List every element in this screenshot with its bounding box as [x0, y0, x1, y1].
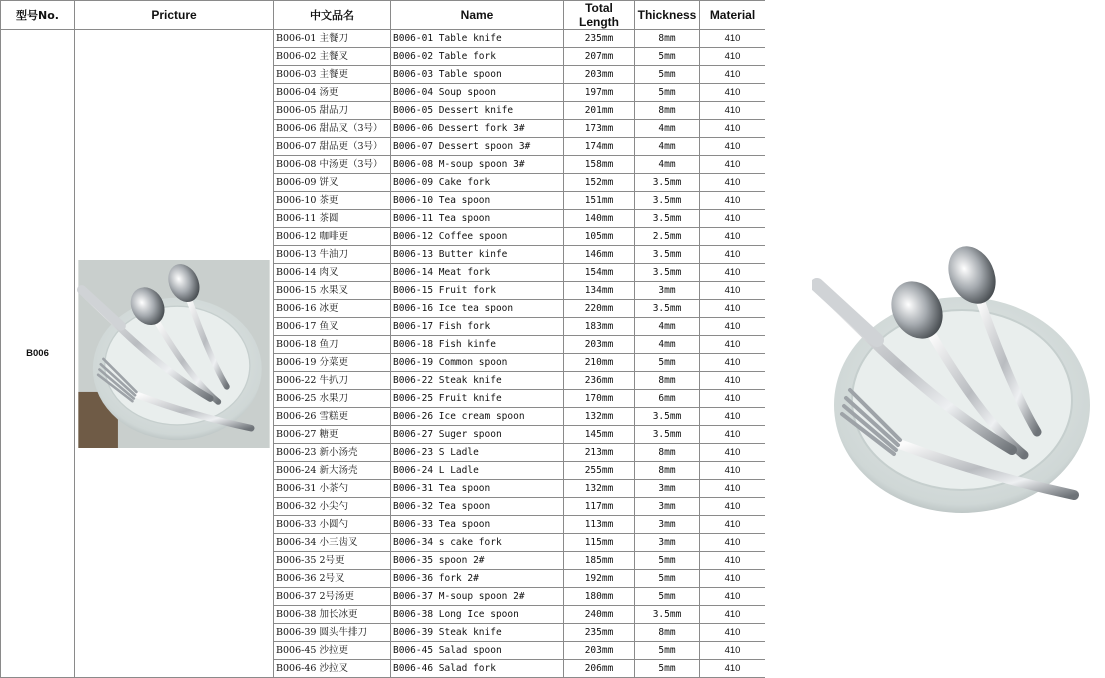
item-name: B006-02 Table fork	[391, 48, 564, 66]
cn-name-cell	[274, 318, 391, 336]
item-code: B006-25	[276, 393, 317, 404]
cn-name-cell	[274, 84, 391, 102]
item-name: B006-36 fork 2#	[391, 570, 564, 588]
item-material: 410	[700, 174, 766, 192]
item-name: B006-05 Dessert knife	[391, 102, 564, 120]
cn-name-cell	[274, 498, 391, 516]
item-name: B006-06 Dessert fork 3#	[391, 120, 564, 138]
cn-name-cell	[274, 552, 391, 570]
item-code: B006-39	[276, 627, 317, 638]
item-length: 236mm	[564, 372, 635, 390]
item-name: B006-03 Table spoon	[391, 66, 564, 84]
cn-name-cell	[274, 426, 391, 444]
item-material: 410	[700, 642, 766, 660]
item-cn-name: 雪糕更	[319, 411, 348, 422]
item-code: B006-01	[276, 33, 317, 44]
cn-name-cell	[274, 174, 391, 192]
item-length: 185mm	[564, 552, 635, 570]
item-length: 197mm	[564, 84, 635, 102]
item-thickness: 8mm	[635, 624, 700, 642]
item-name: B006-45 Salad spoon	[391, 642, 564, 660]
item-length: 207mm	[564, 48, 635, 66]
item-name: B006-23 S Ladle	[391, 444, 564, 462]
item-name: B006-08 M-soup spoon 3#	[391, 156, 564, 174]
item-length: 158mm	[564, 156, 635, 174]
item-code: B006-13	[276, 249, 317, 260]
cn-name-cell	[274, 570, 391, 588]
header-model: 型号No.	[1, 1, 75, 30]
item-length: 213mm	[564, 444, 635, 462]
item-length: 180mm	[564, 588, 635, 606]
cutlery-product-photo	[812, 240, 1102, 525]
item-code: B006-18	[276, 339, 317, 350]
item-cn-name: 圆头牛排刀	[319, 627, 367, 638]
item-length: 117mm	[564, 498, 635, 516]
item-name: B006-22 Steak knife	[391, 372, 564, 390]
item-code: B006-32	[276, 501, 317, 512]
item-cn-name: 2号更	[319, 555, 345, 566]
model-no: B006	[1, 30, 75, 678]
item-name: B006-01 Table knife	[391, 30, 564, 48]
item-material: 410	[700, 264, 766, 282]
item-thickness: 4mm	[635, 156, 700, 174]
item-cn-name: 糖更	[319, 429, 339, 440]
item-cn-name: 沙拉更	[319, 645, 348, 656]
cn-name-cell	[274, 390, 391, 408]
item-code: B006-17	[276, 321, 317, 332]
item-length: 203mm	[564, 642, 635, 660]
item-thickness: 5mm	[635, 354, 700, 372]
item-length: 203mm	[564, 66, 635, 84]
header-name: Name	[391, 1, 564, 30]
cn-name-cell	[274, 30, 391, 48]
item-name: B006-07 Dessert spoon 3#	[391, 138, 564, 156]
item-material: 410	[700, 156, 766, 174]
item-name: B006-25 Fruit knife	[391, 390, 564, 408]
item-code: B006-11	[276, 213, 317, 224]
item-material: 410	[700, 660, 766, 678]
cn-name-cell	[274, 336, 391, 354]
item-length: 201mm	[564, 102, 635, 120]
item-thickness: 4mm	[635, 120, 700, 138]
item-name: B006-10 Tea spoon	[391, 192, 564, 210]
item-cn-name: 小茶勺	[319, 483, 348, 494]
cn-name-cell	[274, 642, 391, 660]
item-material: 410	[700, 336, 766, 354]
item-code: B006-07	[276, 141, 317, 152]
item-material: 410	[700, 282, 766, 300]
item-code: B006-26	[276, 411, 317, 422]
item-cn-name: 鱼叉	[319, 321, 339, 332]
item-length: 145mm	[564, 426, 635, 444]
item-cn-name: 汤更	[319, 87, 339, 98]
item-material: 410	[700, 606, 766, 624]
item-cn-name: 鱼刀	[319, 339, 339, 350]
cn-name-cell	[274, 138, 391, 156]
item-cn-name: 中汤更（3号）	[319, 159, 383, 170]
item-code: B006-14	[276, 267, 317, 278]
item-length: 170mm	[564, 390, 635, 408]
item-material: 410	[700, 30, 766, 48]
item-name: B006-09 Cake fork	[391, 174, 564, 192]
cn-name-cell	[274, 228, 391, 246]
item-thickness: 5mm	[635, 570, 700, 588]
item-cn-name: 新大汤壳	[319, 465, 358, 476]
item-thickness: 3mm	[635, 534, 700, 552]
item-code: B006-34	[276, 537, 317, 548]
item-material: 410	[700, 102, 766, 120]
item-cn-name: 水果叉	[319, 285, 348, 296]
item-length: 240mm	[564, 606, 635, 624]
item-cn-name: 茶圆	[319, 213, 339, 224]
item-length: 220mm	[564, 300, 635, 318]
cn-name-cell	[274, 300, 391, 318]
item-name: B006-31 Tea spoon	[391, 480, 564, 498]
item-length: 115mm	[564, 534, 635, 552]
item-code: B006-38	[276, 609, 317, 620]
cn-name-cell	[274, 660, 391, 678]
item-code: B006-10	[276, 195, 317, 206]
cn-name-cell	[274, 246, 391, 264]
item-cn-name: 甜品更（3号）	[319, 141, 383, 152]
header-thickness: Thickness	[635, 1, 700, 30]
item-name: B006-32 Tea spoon	[391, 498, 564, 516]
cn-name-cell	[274, 606, 391, 624]
item-thickness: 3.5mm	[635, 246, 700, 264]
item-cn-name: 肉叉	[319, 267, 339, 278]
item-code: B006-37	[276, 591, 317, 602]
item-thickness: 8mm	[635, 462, 700, 480]
item-code: B006-08	[276, 159, 317, 170]
item-cn-name: 冰更	[319, 303, 339, 314]
item-code: B006-22	[276, 375, 317, 386]
item-thickness: 5mm	[635, 552, 700, 570]
item-name: B006-13 Butter kinfe	[391, 246, 564, 264]
item-cn-name: 甜品叉（3号）	[319, 123, 383, 134]
item-thickness: 3.5mm	[635, 300, 700, 318]
cutlery-thumbnail-image	[75, 260, 273, 448]
cn-name-cell	[274, 462, 391, 480]
item-cn-name: 主餐叉	[319, 51, 348, 62]
item-cn-name: 主餐刀	[319, 33, 348, 44]
cn-name-cell	[274, 48, 391, 66]
item-name: B006-39 Steak knife	[391, 624, 564, 642]
header-cn-name: 中文品名	[274, 1, 391, 30]
table-header-row	[1, 1, 766, 30]
item-material: 410	[700, 624, 766, 642]
item-name: B006-19 Common spoon	[391, 354, 564, 372]
item-material: 410	[700, 48, 766, 66]
item-length: 113mm	[564, 516, 635, 534]
item-name: B006-37 M-soup spoon 2#	[391, 588, 564, 606]
item-name: B006-14 Meat fork	[391, 264, 564, 282]
item-length: 192mm	[564, 570, 635, 588]
cn-name-cell	[274, 264, 391, 282]
item-code: B006-45	[276, 645, 317, 656]
item-thickness: 8mm	[635, 444, 700, 462]
item-cn-name: 牛扒刀	[319, 375, 348, 386]
item-length: 134mm	[564, 282, 635, 300]
item-material: 410	[700, 552, 766, 570]
item-material: 410	[700, 480, 766, 498]
item-length: 132mm	[564, 408, 635, 426]
item-code: B006-03	[276, 69, 317, 80]
item-material: 410	[700, 228, 766, 246]
cn-name-cell	[274, 102, 391, 120]
item-cn-name: 新小汤壳	[319, 447, 358, 458]
header-material: Material	[700, 1, 766, 30]
item-name: B006-24 L Ladle	[391, 462, 564, 480]
item-material: 410	[700, 246, 766, 264]
item-length: 146mm	[564, 246, 635, 264]
item-length: 210mm	[564, 354, 635, 372]
item-cn-name: 沙拉叉	[319, 663, 348, 674]
item-material: 410	[700, 120, 766, 138]
item-length: 174mm	[564, 138, 635, 156]
item-material: 410	[700, 534, 766, 552]
item-material: 410	[700, 588, 766, 606]
item-material: 410	[700, 84, 766, 102]
item-code: B006-36	[276, 573, 317, 584]
item-thickness: 3.5mm	[635, 174, 700, 192]
product-thumbnail-cell	[75, 30, 274, 678]
item-code: B006-33	[276, 519, 317, 530]
item-name: B006-11 Tea spoon	[391, 210, 564, 228]
item-code: B006-12	[276, 231, 317, 242]
item-length: 235mm	[564, 30, 635, 48]
item-code: B006-27	[276, 429, 317, 440]
item-material: 410	[700, 444, 766, 462]
item-thickness: 8mm	[635, 372, 700, 390]
item-material: 410	[700, 66, 766, 84]
item-material: 410	[700, 372, 766, 390]
item-cn-name: 牛油刀	[319, 249, 348, 260]
cn-name-cell	[274, 210, 391, 228]
header-length: Total Length	[564, 1, 635, 30]
item-material: 410	[700, 516, 766, 534]
item-name: B006-34 s cake fork	[391, 534, 564, 552]
table-row	[1, 30, 766, 48]
item-thickness: 8mm	[635, 30, 700, 48]
item-thickness: 3.5mm	[635, 408, 700, 426]
cn-name-cell	[274, 534, 391, 552]
item-name: B006-15 Fruit fork	[391, 282, 564, 300]
item-cn-name: 小尖勺	[319, 501, 348, 512]
item-thickness: 4mm	[635, 138, 700, 156]
item-code: B006-06	[276, 123, 317, 134]
item-length: 235mm	[564, 624, 635, 642]
item-length: 154mm	[564, 264, 635, 282]
item-material: 410	[700, 498, 766, 516]
item-material: 410	[700, 192, 766, 210]
item-cn-name: 饼叉	[319, 177, 339, 188]
item-code: B006-23	[276, 447, 317, 458]
cn-name-cell	[274, 408, 391, 426]
item-code: B006-04	[276, 87, 317, 98]
item-thickness: 3mm	[635, 498, 700, 516]
item-material: 410	[700, 138, 766, 156]
cn-name-cell	[274, 588, 391, 606]
cn-name-cell	[274, 354, 391, 372]
item-cn-name: 加长冰更	[319, 609, 358, 620]
item-code: B006-15	[276, 285, 317, 296]
item-name: B006-16 Ice tea spoon	[391, 300, 564, 318]
item-thickness: 3.5mm	[635, 210, 700, 228]
item-thickness: 4mm	[635, 318, 700, 336]
cn-name-cell	[274, 480, 391, 498]
item-name: B006-04 Soup spoon	[391, 84, 564, 102]
item-code: B006-31	[276, 483, 317, 494]
item-length: 255mm	[564, 462, 635, 480]
cn-name-cell	[274, 192, 391, 210]
item-cn-name: 甜品刀	[319, 105, 348, 116]
item-thickness: 3.5mm	[635, 606, 700, 624]
header-picture: Pricture	[75, 1, 274, 30]
item-name: B006-17 Fish fork	[391, 318, 564, 336]
cn-name-cell	[274, 624, 391, 642]
item-material: 410	[700, 390, 766, 408]
item-name: B006-33 Tea spoon	[391, 516, 564, 534]
item-length: 173mm	[564, 120, 635, 138]
item-cn-name: 主餐更	[319, 69, 348, 80]
item-code: B006-46	[276, 663, 317, 674]
item-code: B006-24	[276, 465, 317, 476]
item-cn-name: 小圆勺	[319, 519, 348, 530]
item-cn-name: 咖啡更	[319, 231, 348, 242]
item-thickness: 5mm	[635, 642, 700, 660]
item-cn-name: 水果刀	[319, 393, 348, 404]
cn-name-cell	[274, 516, 391, 534]
item-thickness: 5mm	[635, 48, 700, 66]
item-cn-name: 2号叉	[319, 573, 345, 584]
item-cn-name: 小三齿叉	[319, 537, 358, 548]
cn-name-cell	[274, 372, 391, 390]
item-name: B006-27 Suger spoon	[391, 426, 564, 444]
item-code: B006-16	[276, 303, 317, 314]
item-name: B006-46 Salad fork	[391, 660, 564, 678]
item-length: 183mm	[564, 318, 635, 336]
item-material: 410	[700, 570, 766, 588]
item-thickness: 3mm	[635, 516, 700, 534]
item-code: B006-02	[276, 51, 317, 62]
item-code: B006-35	[276, 555, 317, 566]
item-thickness: 5mm	[635, 660, 700, 678]
item-length: 151mm	[564, 192, 635, 210]
cn-name-cell	[274, 120, 391, 138]
cn-name-cell	[274, 444, 391, 462]
cn-name-cell	[274, 156, 391, 174]
item-length: 140mm	[564, 210, 635, 228]
item-code: B006-19	[276, 357, 317, 368]
item-thickness: 5mm	[635, 66, 700, 84]
item-name: B006-26 Ice cream spoon	[391, 408, 564, 426]
item-name: B006-38 Long Ice spoon	[391, 606, 564, 624]
item-code: B006-09	[276, 177, 317, 188]
item-thickness: 3mm	[635, 480, 700, 498]
item-thickness: 3mm	[635, 282, 700, 300]
item-thickness: 4mm	[635, 336, 700, 354]
item-material: 410	[700, 426, 766, 444]
item-name: B006-12 Coffee spoon	[391, 228, 564, 246]
item-cn-name: 茶更	[319, 195, 339, 206]
item-cn-name: 分菜更	[319, 357, 348, 368]
item-material: 410	[700, 354, 766, 372]
item-length: 203mm	[564, 336, 635, 354]
item-thickness: 3.5mm	[635, 264, 700, 282]
item-thickness: 8mm	[635, 102, 700, 120]
item-thickness: 5mm	[635, 84, 700, 102]
item-length: 132mm	[564, 480, 635, 498]
item-name: B006-35 spoon 2#	[391, 552, 564, 570]
item-material: 410	[700, 408, 766, 426]
item-length: 206mm	[564, 660, 635, 678]
item-cn-name: 2号汤更	[319, 591, 354, 602]
cn-name-cell	[274, 282, 391, 300]
cn-name-cell	[274, 66, 391, 84]
item-material: 410	[700, 462, 766, 480]
item-material: 410	[700, 300, 766, 318]
item-name: B006-18 Fish kinfe	[391, 336, 564, 354]
item-code: B006-05	[276, 105, 317, 116]
item-thickness: 5mm	[635, 588, 700, 606]
item-material: 410	[700, 210, 766, 228]
item-thickness: 6mm	[635, 390, 700, 408]
item-length: 152mm	[564, 174, 635, 192]
item-thickness: 3.5mm	[635, 426, 700, 444]
item-material: 410	[700, 318, 766, 336]
item-length: 105mm	[564, 228, 635, 246]
item-thickness: 3.5mm	[635, 192, 700, 210]
item-thickness: 2.5mm	[635, 228, 700, 246]
